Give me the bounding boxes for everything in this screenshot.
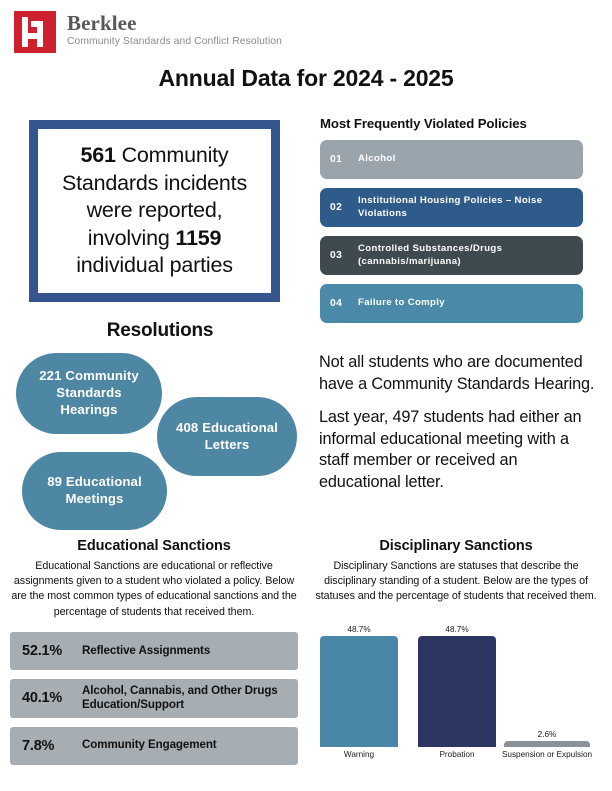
berklee-b-mark-icon [14, 11, 56, 53]
educational-sanction-percent: 40.1% [22, 690, 63, 707]
educational-sanctions-section [10, 538, 298, 774]
chart-bar [418, 636, 496, 747]
educational-sanction-label: Alcohol, Cannabis, and Other Drugs Education/Support [82, 683, 278, 712]
disciplinary-sanctions-section [308, 538, 604, 759]
educational-sanctions-description: Educational Sanctions are educational or reflective assignments given to a student who violated a policy. Below are the most common types of educational sanctions and the percentage of students that received them. [11, 560, 297, 618]
educational-sanctions-list [10, 632, 298, 765]
parties-count: 1159 [175, 225, 222, 250]
resolution-oval-hearings: 221 Community Standards Hearings [16, 353, 162, 434]
educational-sanction-row [10, 727, 298, 765]
disciplinary-sanctions-title: Disciplinary Sanctions [379, 538, 533, 554]
chart-value-label: 48.7% [347, 625, 371, 635]
narrative-text [319, 352, 596, 493]
disciplinary-sanctions-bar-chart [308, 619, 604, 759]
brand-text [67, 11, 282, 48]
chart-value-label: 2.6% [537, 729, 557, 739]
resolutions-heading: Resolutions [106, 320, 214, 341]
educational-sanction-row [10, 632, 298, 670]
educational-sanction-percent: 52.1% [22, 642, 63, 659]
educational-sanctions-title: Educational Sanctions [77, 538, 231, 554]
resolution-oval-letters: 408 Educational Letters [157, 397, 297, 476]
educational-sanction-label: Reflective Assignments [82, 643, 211, 657]
incidents-text-before: Community Standards incidents were reported, involving [61, 143, 248, 250]
chart-value-label: 48.7% [445, 625, 469, 635]
policy-row [320, 284, 583, 323]
resolution-oval-meetings: 89 Educational Meetings [22, 452, 167, 530]
policy-rank: 01 [330, 154, 343, 165]
chart-category-label: Probation [439, 749, 475, 759]
policy-row [320, 140, 583, 179]
policy-rank: 02 [330, 202, 343, 213]
chart-column [501, 729, 593, 759]
disciplinary-sanctions-description: Disciplinary Sanctions are statuses that describe the disciplinary standing of a student. Below are the types of statuses and the percentage of students that received them. [315, 560, 597, 603]
chart-bar [504, 741, 590, 747]
incidents-text-after: individual parties [76, 253, 233, 278]
narrative-paragraph-2: Last year, 497 students had either an informal educational meeting with a staff member or received an educational letter. [319, 408, 582, 491]
policy-label: Controlled Substances/Drugs (cannabis/marijuana) [358, 242, 503, 267]
brand-department: Community Standards and Conflict Resolution [67, 36, 282, 48]
policy-label: Failure to Comply [358, 297, 445, 309]
policies-heading: Most Frequently Violated Policies [320, 116, 527, 131]
educational-sanction-percent: 7.8% [22, 737, 55, 754]
policy-row [320, 188, 583, 227]
page-title: Annual Data for 2024 - 2025 [158, 65, 454, 91]
policy-label: Institutional Housing Policies – Noise Violations [358, 194, 543, 219]
brand-header [14, 11, 282, 53]
policies-list [320, 140, 583, 332]
policy-row [320, 236, 583, 275]
chart-column [418, 625, 496, 759]
brand-name: Berklee [67, 11, 137, 35]
incidents-callout-box [29, 120, 280, 302]
educational-sanction-row [10, 679, 298, 718]
incidents-count: 561 [80, 143, 116, 168]
incidents-callout-text [38, 142, 271, 280]
narrative-paragraph-1: Not all students who are documented have a Community Standards Hearing. [319, 353, 595, 393]
chart-bar [320, 636, 398, 747]
chart-category-label: Suspension or Expulsion [501, 749, 593, 759]
chart-column [320, 625, 398, 759]
educational-sanction-label: Community Engagement [82, 738, 217, 752]
policy-rank: 03 [330, 250, 343, 261]
policy-rank: 04 [330, 298, 343, 309]
chart-category-label: Warning [343, 749, 375, 759]
policy-label: Alcohol [358, 153, 396, 165]
